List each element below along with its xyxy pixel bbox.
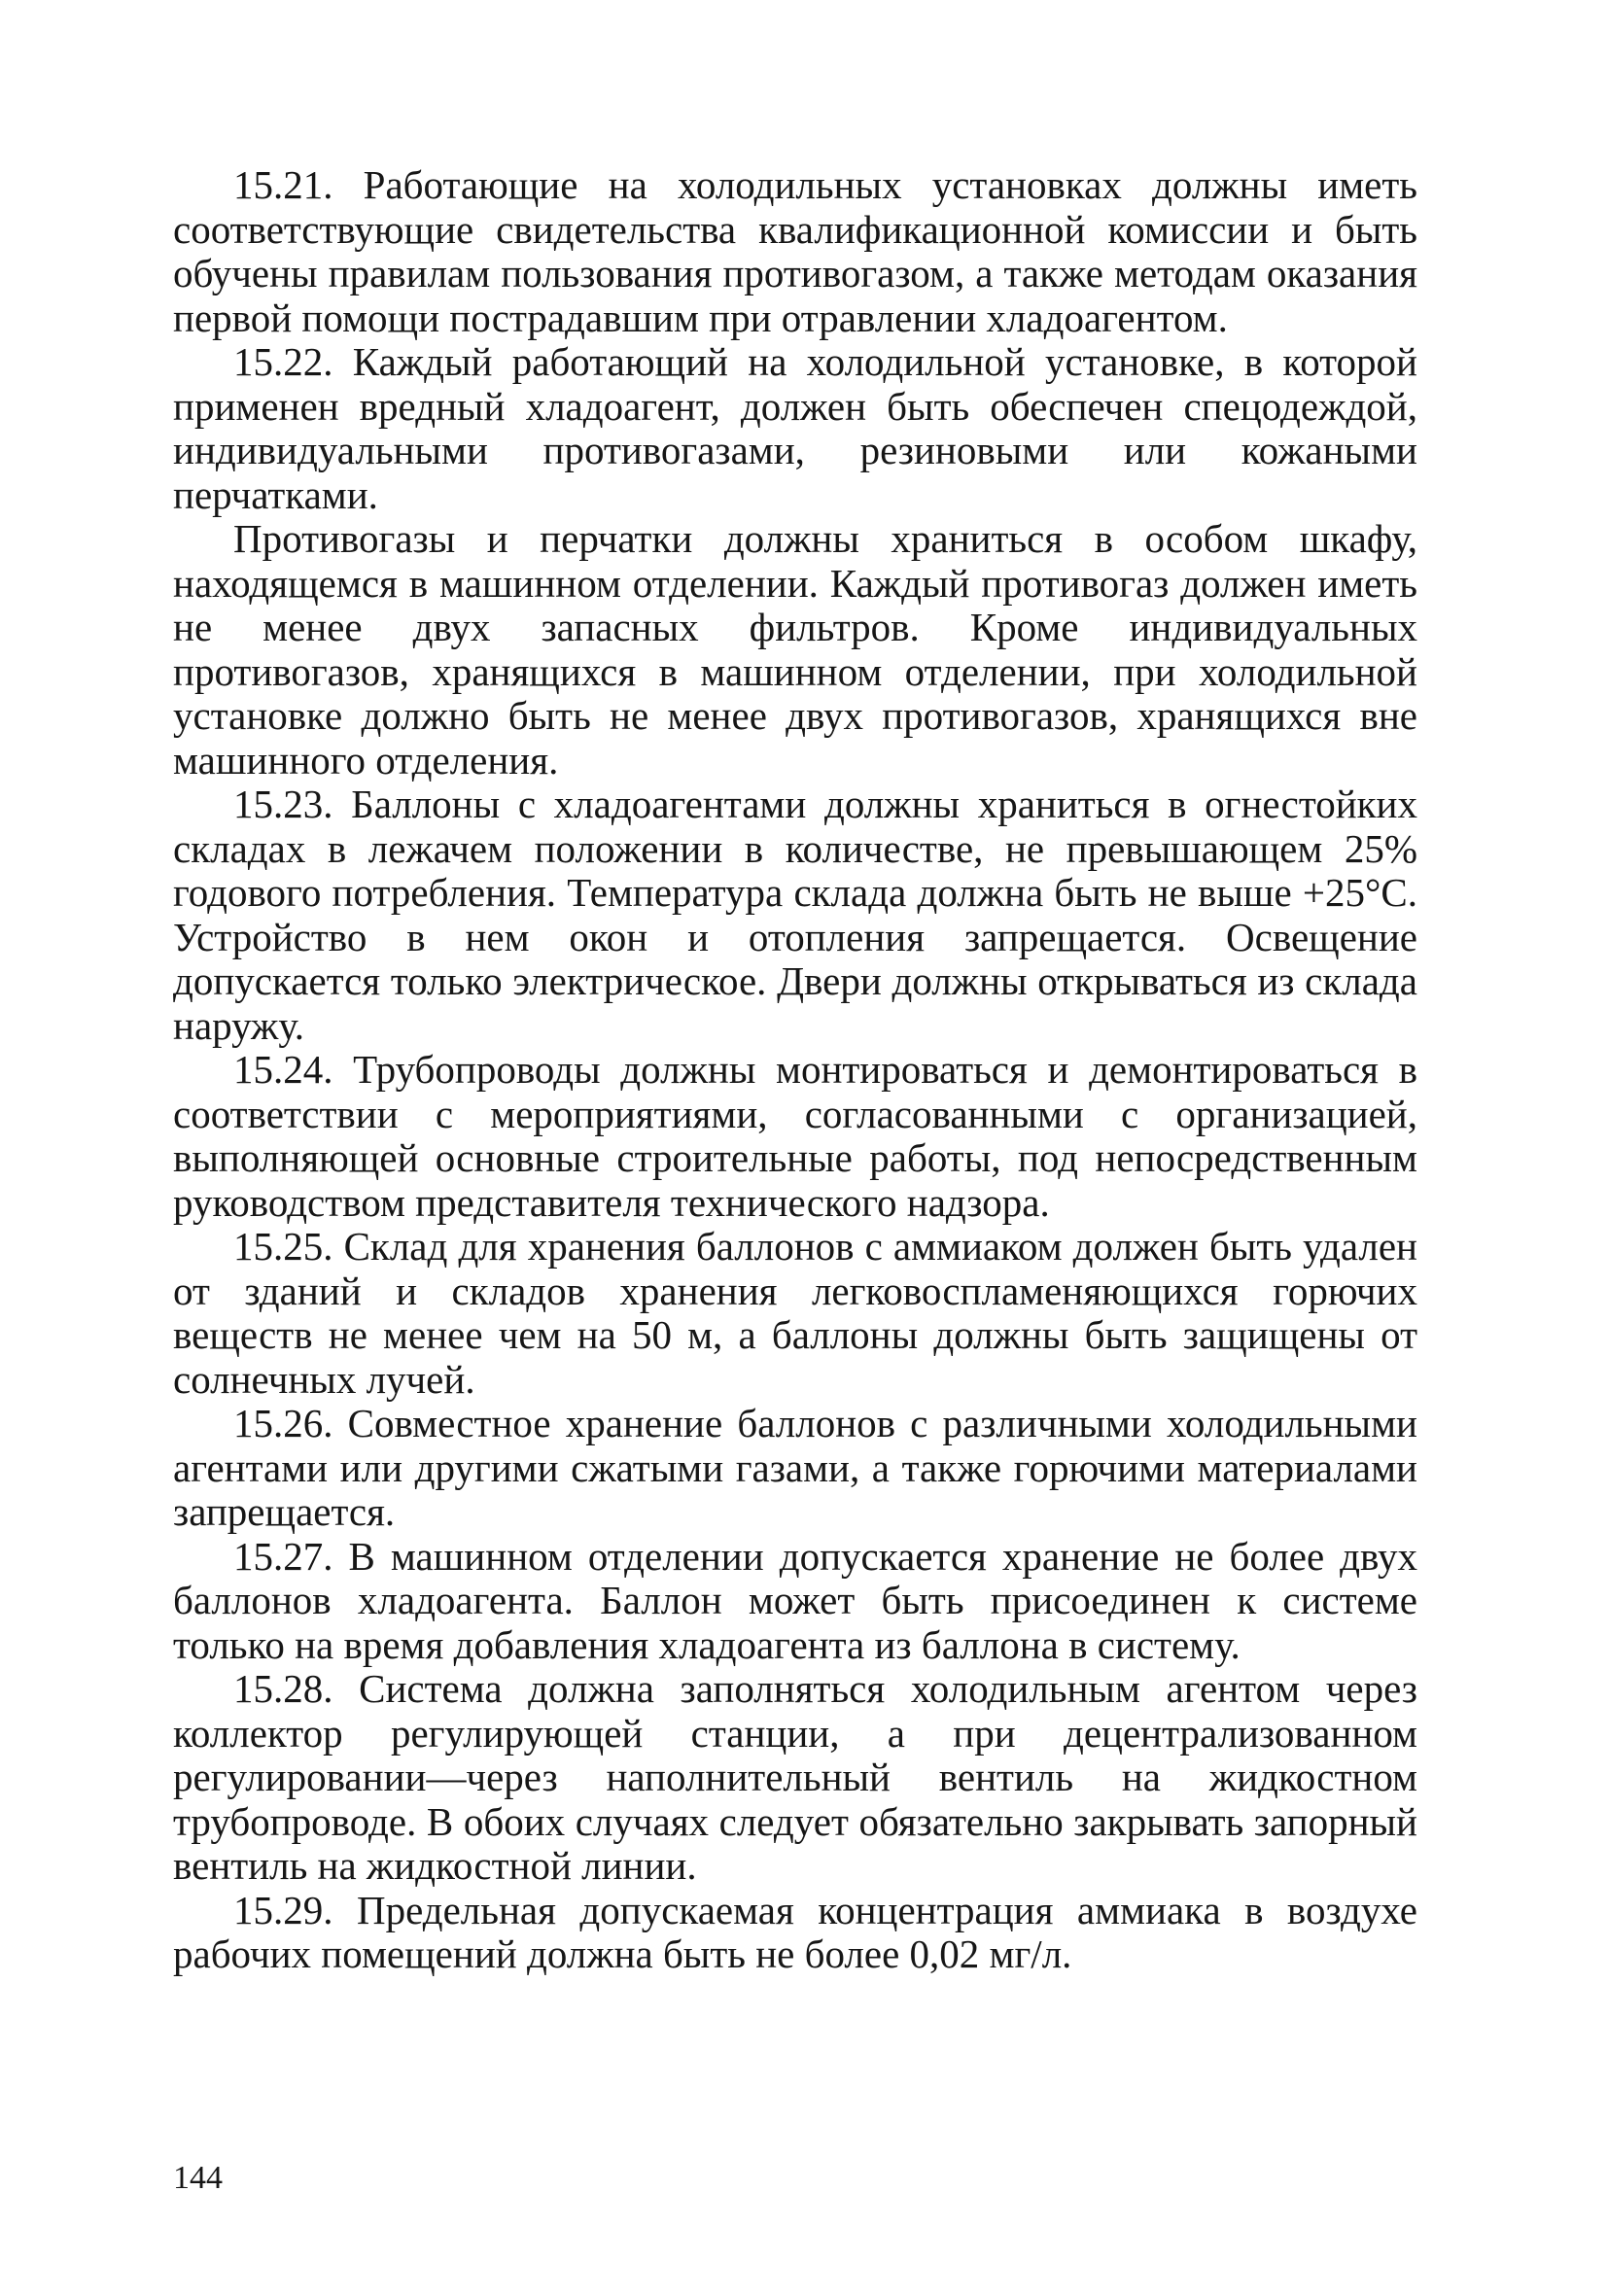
paragraph-gas-masks: Противогазы и перчатки должны храниться в особом шкафу, находящемся в машинном отделении. Каждый противогаз должен иметь не менее двух запасных фильтров. Кроме индивидуальных противогазов, хранящихся в машинном отделении, при холодильной установке должно быть не менее двух противогазов, хранящихся вне машинного отделения.	[173, 516, 1417, 783]
document-page	[173, 163, 1417, 1977]
paragraph-15-24: 15.24. Трубопроводы должны монтироваться и демонтироваться в соответствии с мероприятиями, согласованными с организацией, выполняющей основные строительные работы, под непосредственным руководством представителя технического надзора.	[173, 1047, 1417, 1225]
paragraph-15-25: 15.25. Склад для хранения баллонов с аммиаком должен быть удален от зданий и складов хранения легковоспламеняющихся горючих веществ не менее чем на 50 м, а баллоны должны быть защищены от солнечных лучей.	[173, 1224, 1417, 1402]
paragraph-15-23: 15.23. Баллоны с хладоагентами должны храниться в огнестойких складах в лежачем положении в количестве, не превышающем 25% годового потребления. Температура склада должна быть не выше +25°С. Устройство в нем окон и отопления запрещается. Освещение допускается только электрическое. Двери должны открываться из склада наружу.	[173, 782, 1417, 1048]
paragraph-15-26: 15.26. Совместное хранение баллонов с различными холодильными агентами или другими сжатыми газами, а также горючими материалами запрещается.	[173, 1401, 1417, 1534]
paragraph-15-27: 15.27. В машинном отделении допускается хранение не более двух баллонов хладоагента. Баллон может быть присоединен к системе только на время добавления хладоагента из баллона в систему.	[173, 1533, 1417, 1667]
paragraph-15-29: 15.29. Предельная допускаемая концентрация аммиака в воздухе рабочих помещений должна быть не более 0,02 мг/л.	[173, 1887, 1417, 1976]
paragraph-15-21: 15.21. Работающие на холодильных установках должны иметь соответствующие свидетельства квалификационной комиссии и быть обучены правилам пользования противогазом, а также методам оказания первой помощи пострадавшим при отравлении хладоагентом.	[173, 162, 1417, 340]
page-number: 144	[173, 2160, 223, 2196]
paragraph-15-22: 15.22. Каждый работающий на холодильной установке, в которой применен вредный хладоагент, должен быть обеспечен спецодеждой, индивидуальными противогазами, резиновыми или кожаными перчатками.	[173, 339, 1417, 517]
paragraph-15-28: 15.28. Система должна заполняться холодильным агентом через коллектор регулирующей станции, а при децентрализованном регулировании—через наполнительный вентиль на жидкостном трубопроводе. В обоих случаях следует обязательно закрывать запорный вентиль на жидкостной линии.	[173, 1666, 1417, 1888]
